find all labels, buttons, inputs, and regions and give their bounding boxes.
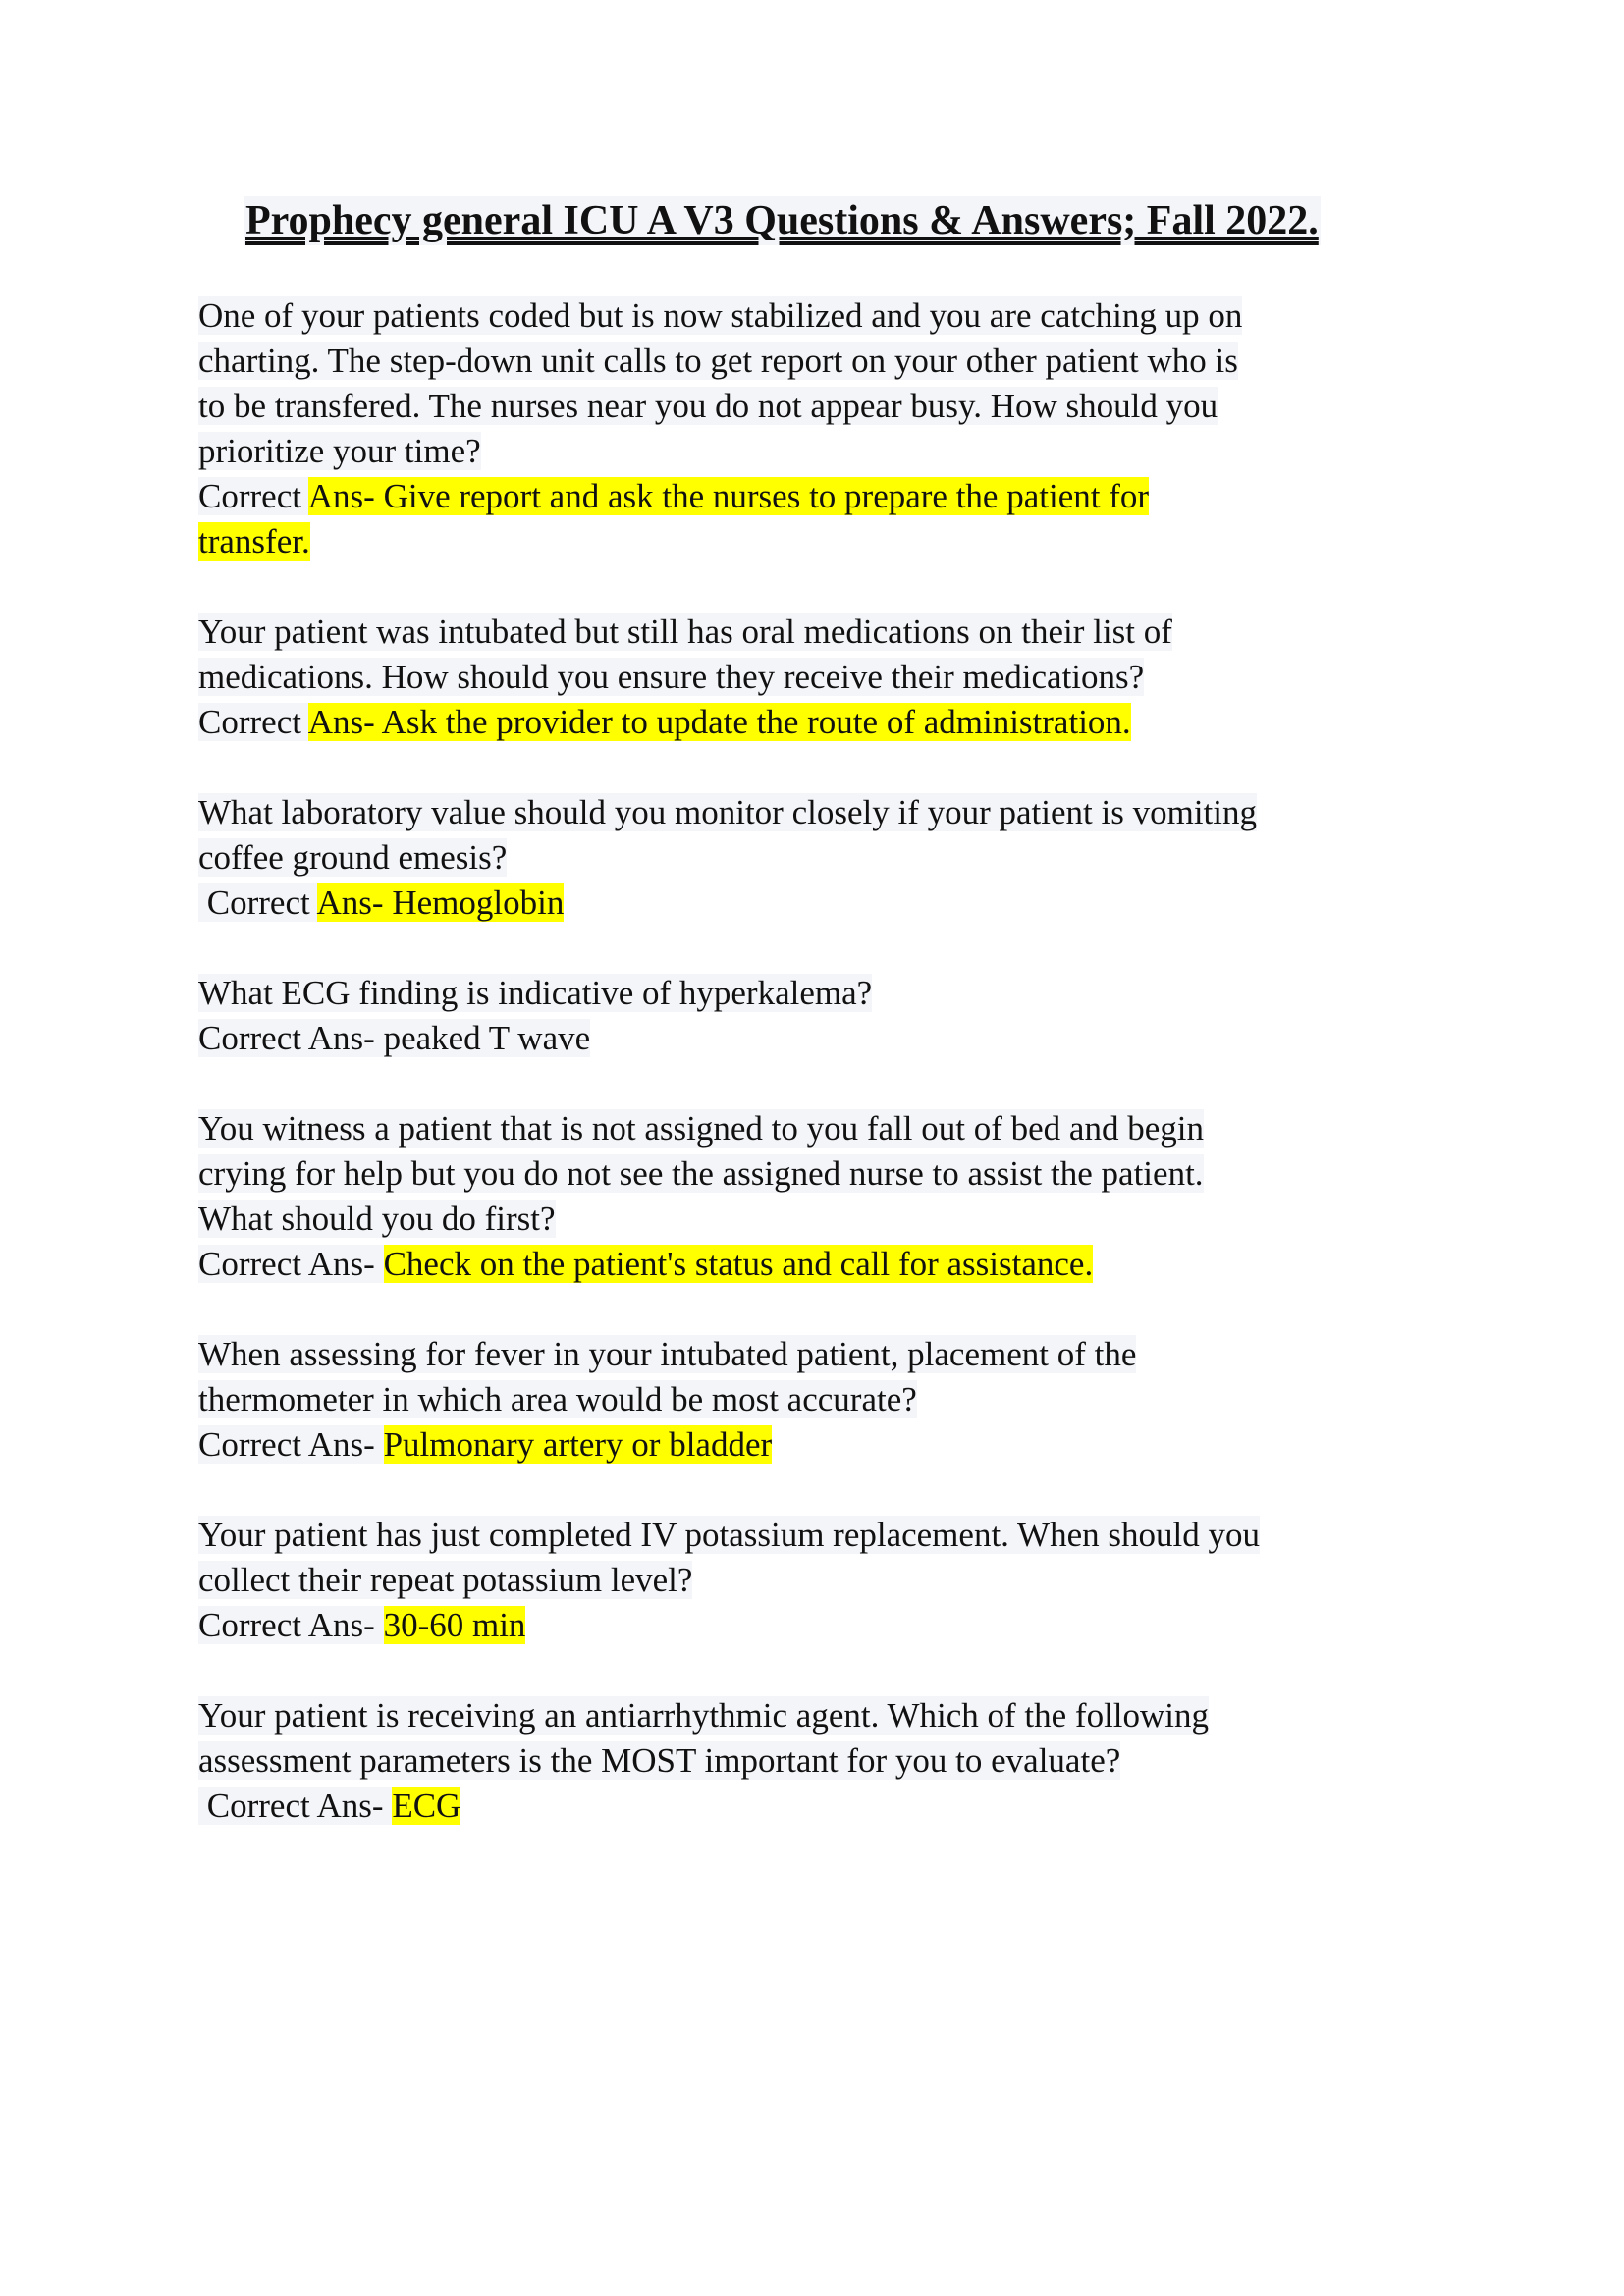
question-text: coffee ground emesis?: [198, 838, 508, 877]
answer-prefix: Correct: [198, 883, 317, 922]
question-line: [198, 790, 1475, 835]
question-line: [198, 429, 1475, 474]
question-text: When assessing for fever in your intubated patient, placement of the: [198, 1335, 1137, 1373]
answer-line: [198, 1603, 1475, 1648]
answer-line: [198, 1242, 1475, 1287]
question-line: [198, 1106, 1475, 1151]
answer-line: [198, 474, 1475, 519]
question-line: [198, 1513, 1475, 1558]
answer-highlight: ECG: [392, 1787, 461, 1825]
question-text: What should you do first?: [198, 1200, 556, 1238]
question-text: What ECG finding is indicative of hyperkalema?: [198, 974, 873, 1012]
qa-item: [198, 1513, 1475, 1648]
answer-line: [198, 881, 1475, 926]
answer-prefix: Correct Ans- peaked T wave: [198, 1019, 591, 1057]
qa-item: [198, 1332, 1475, 1468]
question-line: [198, 1377, 1475, 1422]
question-text: thermometer in which area would be most accurate?: [198, 1380, 917, 1418]
question-line: [198, 1738, 1475, 1784]
qa-item: [198, 1106, 1475, 1287]
answer-line: [198, 1784, 1475, 1829]
question-text: You witness a patient that is not assigned to you fall out of bed and begin: [198, 1109, 1204, 1148]
answer-highlight: Check on the patient's status and call for assistance.: [383, 1245, 1094, 1283]
question-line: [198, 339, 1475, 384]
answer-line: [198, 519, 1475, 564]
question-line: [198, 294, 1475, 339]
question-line: [198, 1197, 1475, 1242]
question-line: [198, 384, 1475, 429]
answer-prefix: Correct: [198, 703, 308, 741]
qa-item: [198, 610, 1475, 745]
question-text: Your patient has just completed IV potassium replacement. When should you: [198, 1516, 1260, 1554]
question-text: Your patient is receiving an antiarrhythmic agent. Which of the following: [198, 1696, 1210, 1735]
question-text: collect their repeat potassium level?: [198, 1561, 693, 1599]
answer-highlight: transfer.: [198, 522, 310, 561]
question-text: assessment parameters is the MOST important for you to evaluate?: [198, 1741, 1121, 1780]
question-text: One of your patients coded but is now stabilized and you are catching up on: [198, 296, 1243, 335]
question-line: [198, 610, 1475, 655]
answer-highlight: Ans- Ask the provider to update the route of administration.: [307, 703, 1131, 741]
answer-prefix: Correct: [198, 477, 308, 515]
question-text: prioritize your time?: [198, 432, 481, 470]
answer-highlight: 30-60 min: [383, 1606, 526, 1644]
question-text: Your patient was intubated but still has oral medications on their list of: [198, 613, 1172, 651]
answer-prefix: Correct Ans-: [198, 1425, 384, 1464]
answer-line: [198, 700, 1475, 745]
question-text: charting. The step-down unit calls to get report on your other patient who is: [198, 342, 1238, 380]
answer-line: [198, 1422, 1475, 1468]
question-line: [198, 1151, 1475, 1197]
document-title: Prophecy general ICU A V3 Questions & Answers; Fall 2022.: [245, 198, 1319, 243]
question-text: medications. How should you ensure they receive their medications?: [198, 658, 1145, 696]
question-text: crying for help but you do not see the assigned nurse to assist the patient.: [198, 1154, 1204, 1193]
qa-item: [198, 1693, 1475, 1829]
answer-line: [198, 1016, 1475, 1061]
answer-highlight: Ans- Hemoglobin: [316, 883, 565, 922]
question-line: [198, 1332, 1475, 1377]
question-text: What laboratory value should you monitor closely if your patient is vomiting: [198, 793, 1257, 831]
qa-item: [198, 294, 1475, 564]
question-line: [198, 971, 1475, 1016]
question-line: [198, 1693, 1475, 1738]
answer-prefix: Correct Ans-: [198, 1606, 384, 1644]
question-text: to be transfered. The nurses near you do not appear busy. How should you: [198, 387, 1218, 425]
qa-list: [198, 294, 1475, 1874]
question-line: [198, 835, 1475, 881]
qa-item: [198, 971, 1475, 1061]
answer-prefix: Correct Ans-: [198, 1245, 384, 1283]
qa-item: [198, 790, 1475, 926]
answer-highlight: Ans- Give report and ask the nurses to prepare the patient for: [307, 477, 1150, 515]
answer-highlight: Pulmonary artery or bladder: [383, 1425, 773, 1464]
question-line: [198, 655, 1475, 700]
question-line: [198, 1558, 1475, 1603]
answer-prefix: Correct Ans-: [198, 1787, 393, 1825]
